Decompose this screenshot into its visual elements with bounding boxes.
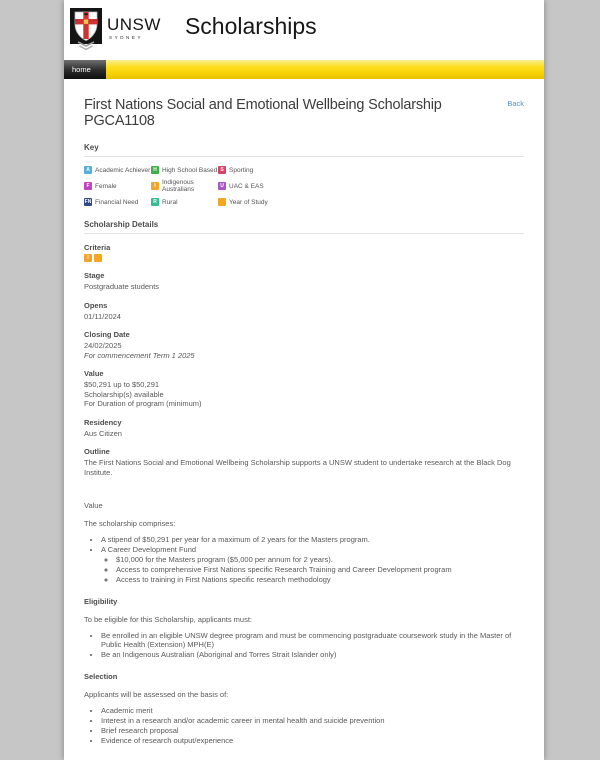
nav-home-tab[interactable]: home bbox=[64, 60, 106, 79]
unsw-crest-icon bbox=[70, 6, 102, 54]
key-badge: FN bbox=[84, 198, 92, 205]
bullet-list bbox=[84, 535, 524, 584]
key-badge bbox=[218, 198, 226, 206]
key-badge: I bbox=[151, 182, 159, 190]
field-label: Stage bbox=[84, 271, 105, 280]
scholarship-page bbox=[64, 97, 544, 760]
bullet-list bbox=[84, 706, 524, 745]
description-sections bbox=[84, 501, 524, 745]
key-item bbox=[218, 198, 268, 206]
field-value-line: Postgraduate students bbox=[84, 282, 160, 291]
criteria-badges bbox=[84, 254, 524, 262]
key-item bbox=[151, 166, 218, 174]
detail-field bbox=[84, 271, 524, 292]
key-badge: F bbox=[84, 182, 92, 190]
key-item-label: Financial Need bbox=[95, 198, 139, 206]
detail-fields bbox=[84, 271, 524, 477]
key-item-label: Sporting bbox=[229, 166, 254, 174]
section-heading: Selection bbox=[84, 672, 118, 681]
field-label: Opens bbox=[84, 300, 108, 310]
field-label: Residency bbox=[84, 417, 122, 427]
detail-field bbox=[84, 330, 524, 360]
key-item-label: UAC & EAS bbox=[229, 182, 264, 190]
key-badge: U bbox=[218, 182, 226, 190]
key-badge: R bbox=[151, 198, 159, 206]
page-title: First Nations Social and Emotional Wellbeing Scholarship PGCA1108 bbox=[84, 97, 442, 129]
bullet-list bbox=[84, 631, 524, 659]
key-item-label: High School Based bbox=[162, 166, 218, 174]
field-label: Outline bbox=[84, 447, 110, 456]
bullet-item: • Interest in a research and/or academic career in mental health and suicide prevention bbox=[101, 716, 524, 725]
unsw-logo[interactable] bbox=[70, 6, 161, 54]
field-value-line: Scholarship(s) available bbox=[84, 389, 164, 399]
back-link[interactable]: Back bbox=[507, 99, 524, 108]
title-row bbox=[84, 97, 524, 129]
logo-sydney-text: SYDNEY bbox=[109, 35, 144, 40]
field-value-line: $50,291 up to $50,291 bbox=[84, 380, 160, 389]
field-value-line: Aus Citizen bbox=[84, 428, 122, 438]
field-value-line: 24/02/2025 bbox=[84, 341, 122, 350]
key-badge: S bbox=[218, 166, 226, 174]
key-item-label: Rural bbox=[162, 198, 178, 206]
main-nav bbox=[64, 60, 544, 79]
criteria-field bbox=[84, 243, 524, 262]
logo-unsw-text: UNSW bbox=[107, 15, 161, 34]
key-item bbox=[84, 166, 151, 174]
key-item bbox=[218, 166, 268, 174]
detail-field bbox=[84, 301, 524, 322]
key-legend bbox=[84, 166, 524, 206]
key-item bbox=[84, 179, 151, 193]
section-intro: The scholarship comprises: bbox=[84, 519, 176, 528]
sub-bullet-item: ◦ Access to training in First Nations specific research methodology bbox=[116, 575, 524, 584]
detail-field bbox=[84, 447, 524, 477]
field-label: Closing Date bbox=[84, 330, 130, 339]
criteria-badge: I bbox=[84, 254, 92, 262]
field-value-line: 01/11/2024 bbox=[84, 311, 121, 321]
detail-field bbox=[84, 418, 524, 439]
site-header bbox=[64, 0, 544, 60]
app-title: Scholarships bbox=[184, 12, 317, 39]
details-heading: Scholarship Details bbox=[84, 220, 524, 234]
bullet-item: • Be an Indigenous Australian (Aboriginal and Torres Strait Islander only) bbox=[101, 650, 524, 659]
field-italic-note: For commencement Term 1 2025 bbox=[84, 350, 195, 360]
section-intro: To be eligible for this Scholarship, applicants must: bbox=[84, 615, 253, 624]
field-value-line: For Duration of program (minimum) bbox=[84, 399, 202, 408]
field-label: Value bbox=[84, 369, 104, 378]
sub-bullet-list bbox=[101, 555, 524, 584]
key-item bbox=[151, 198, 218, 206]
bullet-item: • A stipend of $50,291 per year for a maximum of 2 years for the Masters program. bbox=[101, 535, 524, 544]
detail-field bbox=[84, 369, 524, 409]
bullet-item: • Be enrolled in an eligible UNSW degree program and must be commencing postgraduate coursework study in the Master of Public Health (Extension) MPH(E) bbox=[101, 631, 524, 649]
sub-bullet-item: ◦ Access to comprehensive First Nations specific Research Training and Career Development program bbox=[116, 565, 524, 574]
bullet-item: • Evidence of research output/experience bbox=[101, 736, 524, 745]
bullet-item: • Academic merit bbox=[101, 706, 524, 715]
key-item bbox=[151, 179, 218, 193]
criteria-badge bbox=[94, 254, 102, 262]
key-item-label: Academic Achiever bbox=[95, 166, 151, 174]
key-item bbox=[218, 179, 268, 193]
field-label: Criteria bbox=[84, 243, 111, 252]
content-area bbox=[64, 0, 544, 760]
bullet-item: • A Career Development Fund ◦ $10,000 for the Masters program ($5,000 per annum for 2 years). ◦ Access to comprehensive First Nations specific Research Training and Career Development program ◦ Access to training in First Nations specific research methodology bbox=[101, 545, 524, 584]
section-heading: Value bbox=[84, 501, 103, 510]
logo-wordmark bbox=[107, 16, 161, 40]
unsw-shield-icon bbox=[74, 11, 98, 53]
key-item-label: Female bbox=[95, 182, 117, 190]
field-value-line: The First Nations Social and Emotional Wellbeing Scholarship supports a UNSW student to undertake research at the Black Dog Institute. bbox=[84, 458, 511, 477]
section-intro: Applicants will be assessed on the basis of: bbox=[84, 690, 229, 699]
section-heading: Eligibility bbox=[84, 597, 118, 606]
key-item bbox=[84, 198, 151, 206]
key-badge: H bbox=[151, 166, 159, 174]
key-badge: A bbox=[84, 166, 92, 174]
key-item-label: Indigenous Australians bbox=[162, 179, 195, 193]
key-heading: Key bbox=[84, 143, 524, 157]
key-item-label: Year of Study bbox=[229, 198, 268, 206]
bullet-item: • Brief research proposal bbox=[101, 726, 524, 735]
sub-bullet-item: ◦ $10,000 for the Masters program ($5,000 per annum for 2 years). bbox=[116, 555, 524, 564]
